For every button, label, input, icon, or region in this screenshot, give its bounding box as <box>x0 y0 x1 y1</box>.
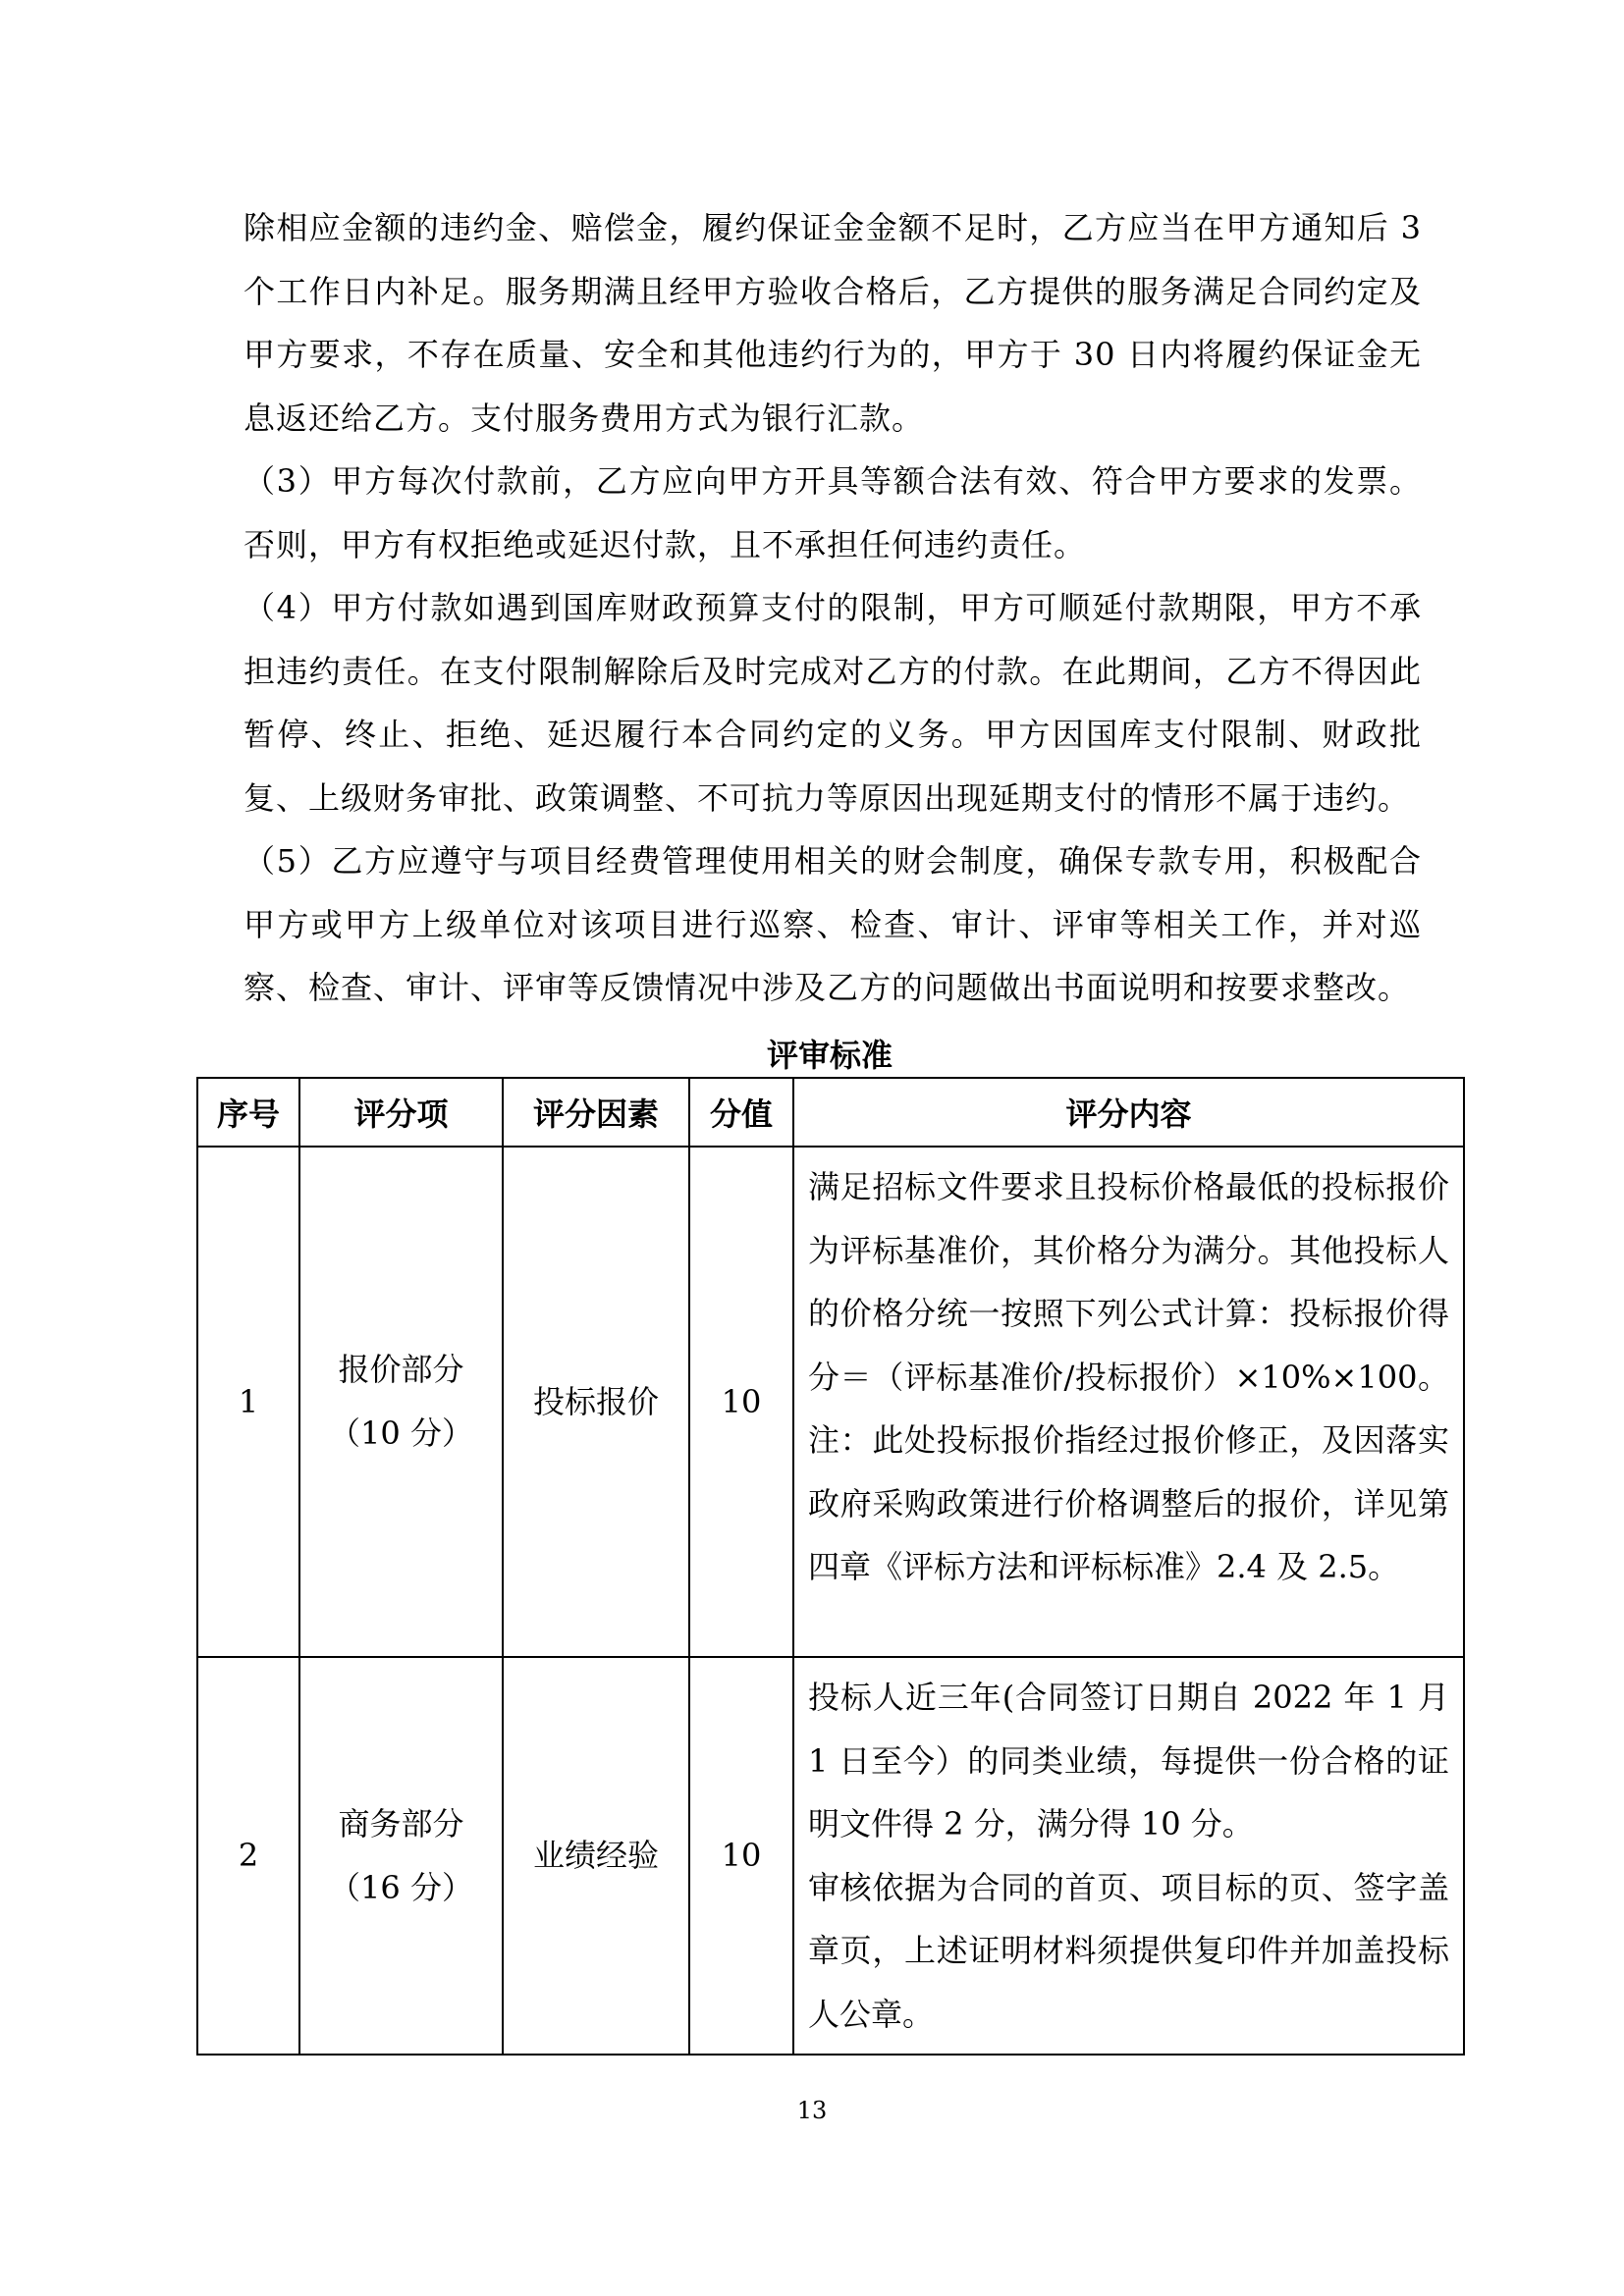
table-row <box>197 1657 1464 2055</box>
cell-seq: 1 <box>197 1147 299 1657</box>
table-header-row <box>197 1078 1464 1147</box>
cell-item <box>299 1657 503 2055</box>
cell-factor: 业绩经验 <box>503 1657 689 2055</box>
header-seq: 序号 <box>197 1078 299 1147</box>
cell-seq: 2 <box>197 1657 299 2055</box>
page-number: 13 <box>796 2097 828 2124</box>
item-name: 报价部分 <box>338 1351 464 1388</box>
paragraph-financial-compliance: （5）乙方应遵守与项目经费管理使用相关的财会制度，确保专款专用，积极配合甲方或甲方上级单位对该项目进行巡察、检查、审计、评审等相关工作，并对巡察、检查、审计、评审等反馈情况中涉及乙方的问题做出书面说明和按要求整改。 <box>244 842 1422 1006</box>
content-paragraph: 投标人近三年(合同签订日期自 2022 年 1 月 1 日至今）的同类业绩，每提供一份合格的证明文件得 2 分，满分得 10 分。 <box>808 1679 1449 1842</box>
cell-content <box>793 1657 1464 2055</box>
item-points: （10 分） <box>329 1415 473 1452</box>
cell-item <box>299 1147 503 1657</box>
table-title: 评审标准 <box>766 1037 893 1074</box>
cell-score: 10 <box>689 1657 793 2055</box>
content-paragraph: 审核依据为合同的首页、项目标的页、签字盖章页，上述证明材料须提供复印件并加盖投标人公章。 <box>808 1868 1449 2033</box>
header-factor: 评分因素 <box>503 1078 689 1147</box>
cell-score: 10 <box>689 1147 793 1657</box>
paragraph-treasury-payment: （4）甲方付款如遇到国库财政预算支付的限制，甲方可顺延付款期限，甲方不承担违约责任。在支付限制解除后及时完成对乙方的付款。在此期间，乙方不得因此暂停、终止、拒绝、延迟履行本合同约定的义务。甲方因国库支付限制、财政批复、上级财务审批、政策调整、不可抗力等原因出现延期支付的情形不属于违约。 <box>244 589 1422 817</box>
paragraph-invoice: （3）甲方每次付款前，乙方应向甲方开具等额合法有效、符合甲方要求的发票。否则，甲方有权拒绝或延迟付款，且不承担任何违约责任。 <box>244 462 1422 563</box>
paragraph-deposit-return: 除相应金额的违约金、赔偿金，履约保证金金额不足时，乙方应当在甲方通知后 3 个工作日内补足。服务期满且经甲方验收合格后，乙方提供的服务满足合同约定及甲方要求，不存在质量、安全和其他违约行为的，甲方于 30 日内将履约保证金无息返还给乙方。支付服务费用方式为银行汇款。 <box>244 209 1422 437</box>
content-paragraph: 满足招标文件要求且投标价格最低的投标报价为评标基准价，其价格分为满分。其他投标人的价格分统一按照下列公式计算：投标报价得分＝（评标基准价/投标报价）×10%×100。注：此处投标报价指经过报价修正，及因落实政府采购政策进行价格调整后的报价，详见第四章《评标方法和评标标准》2.4 及 2.5。 <box>808 1168 1449 1585</box>
header-item: 评分项 <box>299 1078 503 1147</box>
header-content: 评分内容 <box>793 1078 1464 1147</box>
cell-factor: 投标报价 <box>503 1147 689 1657</box>
header-score: 分值 <box>689 1078 793 1147</box>
evaluation-criteria-table <box>196 1077 1465 2056</box>
contract-body-text <box>244 196 1422 1020</box>
item-points: （16 分） <box>329 1868 473 1906</box>
item-name: 商务部分 <box>338 1804 464 1842</box>
table-row <box>197 1147 1464 1657</box>
cell-content <box>793 1147 1464 1657</box>
